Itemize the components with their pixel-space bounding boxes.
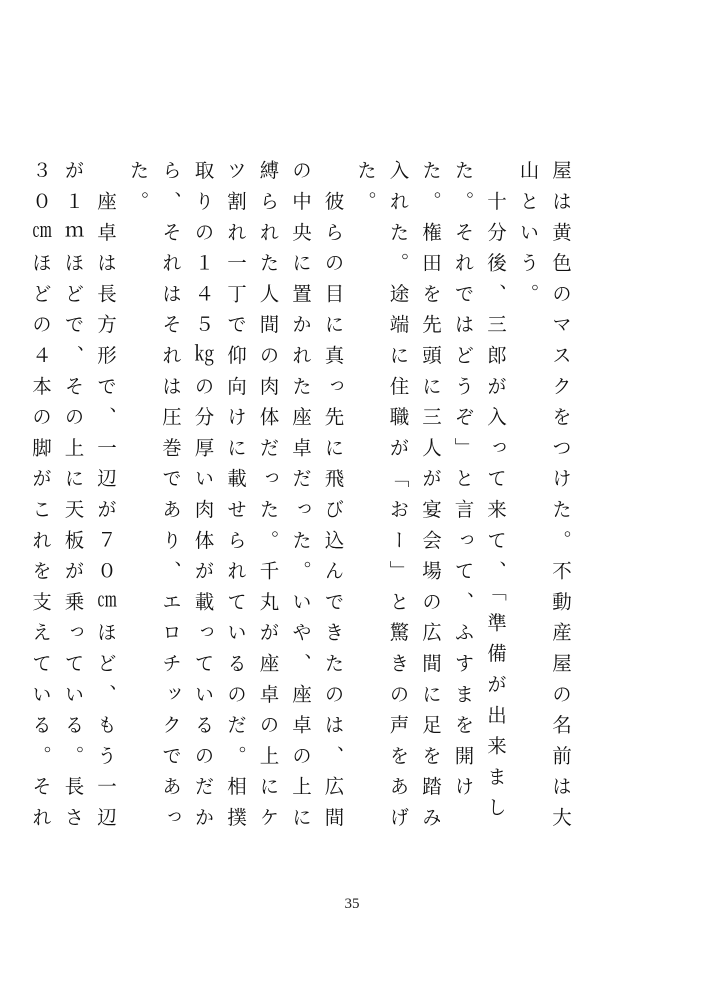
page-number: 35 bbox=[344, 896, 360, 912]
paragraph-2: 十分後、三郎が入って来て、「準備が出来ました。それではどうぞ」と言って、ふすまを開けた。権田を先頭に三人が宴会場の広間に足を踏み入れた。途端に住職が「おー」と驚きの声をあげた。 bbox=[354, 160, 507, 838]
paragraph-1: 屋は黄色のマスクをつけた。不動産屋の名前は大山という。 bbox=[516, 160, 572, 838]
paragraph-4: 座卓は長方形で、一辺が７０㎝ほど、もう一辺が１ｍほどで、その上に天板が乗っている。長さ３０㎝ほどの４本の脚がこれを支えている。それ bbox=[29, 160, 117, 838]
paragraph-3: 彼らの目に真っ先に飛び込んできたのは、広間の中央に置かれた座卓だった。いや、座卓の上に縛られた人間の肉体だった。千丸が座卓の上にケツ割れ一丁で仰向けに載せられているのだ。相撲取りの１４５㎏の分厚い肉体が載っているのだから、それはそれは圧巻であり、エロチックであった。 bbox=[126, 160, 345, 838]
vertical-text-body bbox=[29, 160, 576, 860]
